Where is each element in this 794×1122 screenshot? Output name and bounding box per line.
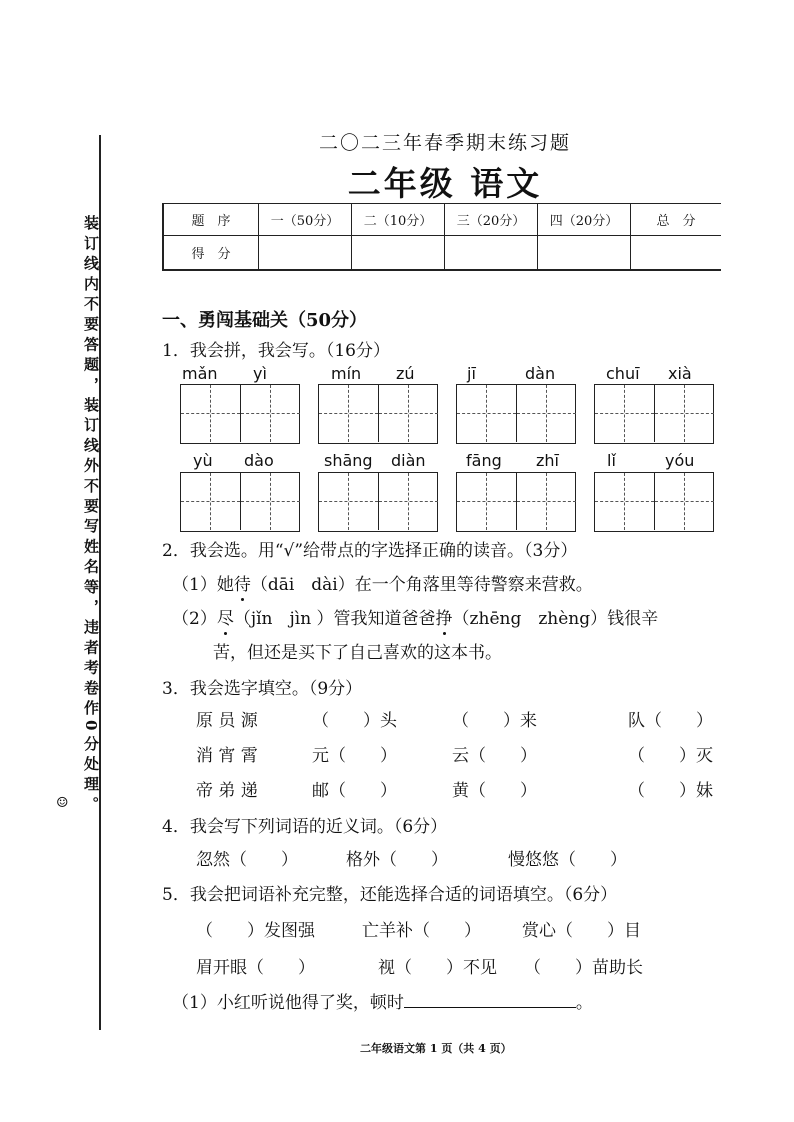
fill-blank[interactable]: 眉开眼（ ）	[196, 958, 315, 978]
writing-grid[interactable]	[180, 384, 300, 444]
pinyin-label: mín	[331, 364, 362, 383]
score-input-cell[interactable]	[631, 236, 722, 271]
fill-blank[interactable]: 赏心（ ）目	[522, 921, 641, 941]
fill-blank[interactable]: （ ）妹	[628, 781, 713, 801]
dotted-char: 挣	[435, 609, 453, 629]
fill-blank[interactable]: 格外（ ）	[346, 850, 448, 870]
fill-blank[interactable]: 慢悠悠（ ）	[508, 850, 627, 870]
writing-grid[interactable]	[180, 472, 300, 532]
dotted-char: 尽	[216, 609, 234, 629]
score-cell: 总 分	[631, 204, 722, 236]
question-1-prompt: 1．我会拼，我会写。（16分）	[162, 341, 390, 361]
writing-grid[interactable]	[594, 472, 714, 532]
fill-blank[interactable]: 云（ ）	[452, 746, 537, 766]
question-2-prompt: 2．我会选。用“√”给带点的字选择正确的读音。（3分）	[162, 541, 578, 561]
writing-grid[interactable]	[318, 472, 438, 532]
writing-grid[interactable]	[456, 384, 576, 444]
text: （2）	[172, 609, 217, 629]
pinyin-label: zhī	[536, 451, 559, 470]
fill-blank[interactable]: （ ）灭	[628, 746, 713, 766]
text: （dāi dài）在一个角落里等待警察来营救。	[250, 575, 593, 595]
fill-blank[interactable]: 忽然（ ）	[196, 850, 298, 870]
pinyin-label: chuī	[606, 364, 640, 383]
text: 。	[575, 993, 593, 1013]
pinyin-label: dàn	[525, 364, 556, 383]
pinyin-label: jī	[467, 364, 476, 383]
score-input-cell[interactable]	[259, 236, 352, 271]
score-input-cell[interactable]	[352, 236, 445, 271]
pinyin-label: dào	[244, 451, 274, 470]
char-options: 帝 弟 递	[196, 781, 258, 801]
score-cell: 二（10分）	[352, 204, 445, 236]
fill-blank[interactable]: 亡羊补（ ）	[362, 921, 481, 941]
score-table-header-row	[163, 204, 721, 236]
exam-subtitle: 二〇二三年春季期末练习题	[318, 132, 571, 154]
score-input-cell[interactable]	[538, 236, 631, 271]
pinyin-label: zú	[396, 364, 415, 383]
pinyin-label: xià	[668, 364, 692, 383]
text: （1）她	[172, 575, 234, 595]
fill-blank[interactable]: （ ）来	[452, 711, 537, 731]
pinyin-label: shāng	[324, 451, 373, 470]
pinyin-label: fāng	[466, 451, 502, 470]
writing-grid[interactable]	[594, 384, 714, 444]
question-2-item-1	[172, 570, 593, 595]
score-table-score-row	[163, 236, 721, 271]
fill-blank[interactable]: 元（ ）	[312, 746, 397, 766]
pinyin-label: mǎn	[182, 364, 218, 383]
char-options: 消 宵 霄	[196, 746, 258, 766]
fill-blank[interactable]: （ ）苗助长	[524, 958, 643, 978]
question-3-prompt: 3．我会选字填空。（9分）	[162, 679, 363, 699]
dotted-char: 待	[233, 575, 251, 595]
score-cell: 得 分	[163, 236, 259, 271]
writing-grid[interactable]	[456, 472, 576, 532]
fill-blank[interactable]: 视（ ）不见	[378, 958, 497, 978]
score-cell: 四（20分）	[538, 204, 631, 236]
pinyin-label: yóu	[665, 451, 695, 470]
score-cell: 一（50分）	[259, 204, 352, 236]
pinyin-label: yù	[193, 451, 213, 470]
writing-grid[interactable]	[318, 384, 438, 444]
pinyin-label: lǐ	[607, 451, 616, 470]
exam-title: 二年级 语文	[347, 164, 543, 203]
score-cell: 题 序	[163, 204, 259, 236]
text: （jǐn jìn ）管我知道爸爸	[233, 609, 436, 629]
question-5-prompt: 5．我会把词语补充完整，还能选择合适的词语填空。（6分）	[162, 885, 618, 905]
section-title: 一、勇闯基础关（50分）	[162, 310, 368, 331]
score-table	[162, 203, 721, 271]
fill-blank[interactable]: （ ）发图强	[196, 921, 315, 941]
answer-line[interactable]	[404, 991, 576, 1008]
char-options: 原 员 源	[196, 711, 258, 731]
binding-notice: 装订线内不要答题，装订线外不要写姓名等，违者考卷作0分处理。	[82, 215, 100, 817]
question-5-sub-1	[172, 988, 593, 1013]
pinyin-label: diàn	[391, 451, 426, 470]
fill-blank[interactable]: 黄（ ）	[452, 781, 537, 801]
question-4-prompt: 4．我会写下列词语的近义词。（6分）	[162, 817, 448, 837]
fill-blank[interactable]: （ ）头	[312, 711, 397, 731]
text: （zhēng zhèng）钱很辛	[452, 609, 659, 629]
fill-blank[interactable]: 邮（ ）	[312, 781, 397, 801]
smiley-icon: ☺	[56, 795, 69, 811]
score-cell: 三（20分）	[445, 204, 538, 236]
page-footer: 二年级语文第 1 页（共 4 页）	[360, 1042, 512, 1055]
pinyin-label: yì	[253, 364, 267, 383]
text: （1）小红听说他得了奖，顿时	[172, 993, 404, 1013]
fill-blank[interactable]: 队（ ）	[628, 711, 713, 731]
question-2-item-2-continued: 苦，但还是买下了自己喜欢的这本书。	[213, 643, 502, 663]
score-input-cell[interactable]	[445, 236, 538, 271]
question-2-item-2	[172, 604, 658, 629]
